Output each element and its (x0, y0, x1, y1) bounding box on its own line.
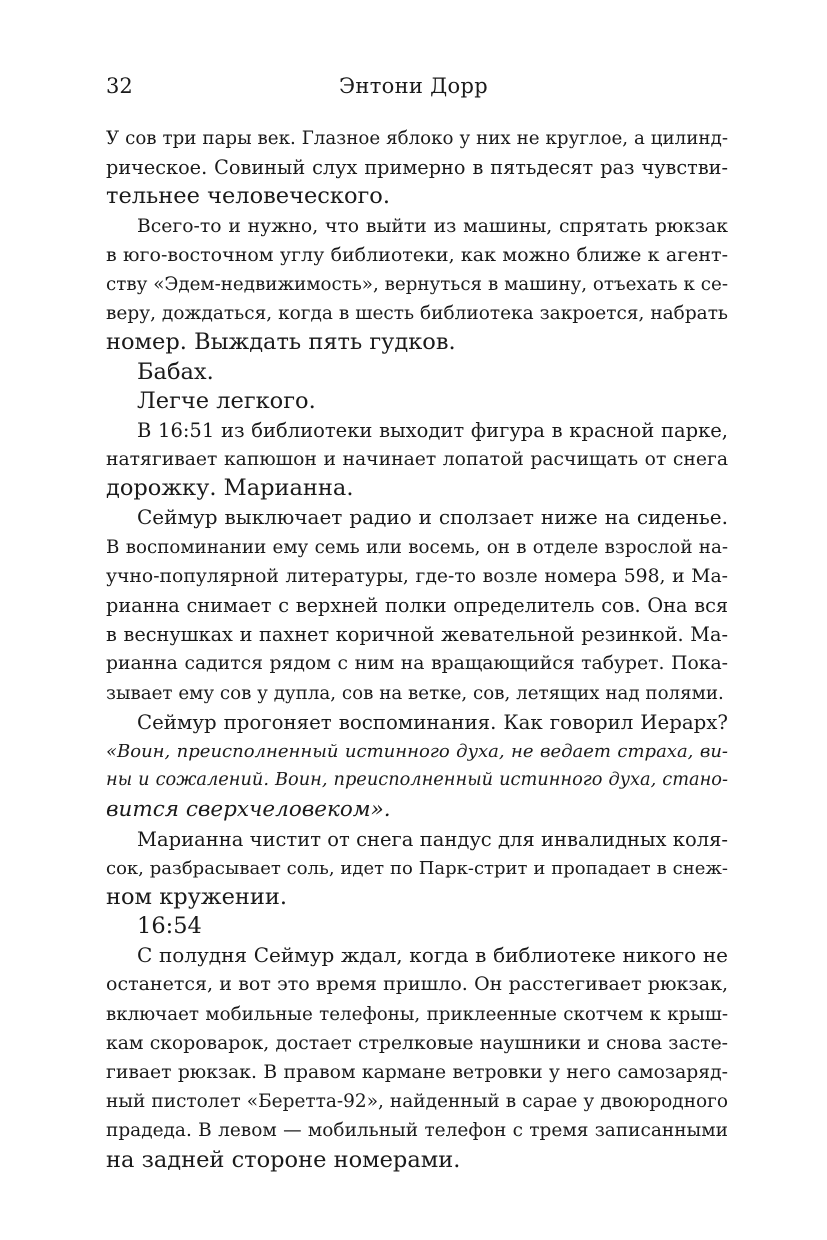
text-line: номер. Выждать пять гудков. (106, 329, 456, 356)
text-line: зывает ему сов у дупла, сов на ветке, сов, летящих над полями. (106, 682, 724, 704)
text-line: в веснушках и пахнет коричной жевательной резинкой. Ма- (106, 623, 728, 647)
text-line: дорожку. Марианна. (106, 475, 354, 502)
text-line: рическое. Совиный слух примерно в пятьдесят раз чувстви- (106, 156, 728, 180)
text-line: У сов три пары век. Глазное яблоко у них не круглое, а цилинд- (106, 128, 728, 149)
text-line: кам скороварок, достает стрелковые наушники и снова застe- (106, 1032, 728, 1054)
text-line: Всего-то и нужно, что выйти из машины, спрятать рюкзак (137, 215, 728, 237)
text-line: рианна снимает с верхней полки определитель сов. Она вся (106, 594, 728, 617)
text-line: «Воин, преисполненный истинного духа, не ведает страха, ви- (106, 740, 728, 762)
text-line: останется, и вот это время пришло. Он расстегивает рюкзак, (106, 973, 728, 996)
text-line: учно-популярной литературы, где-то возле номера 598, и Ма- (106, 565, 728, 587)
text-line: В воспоминании ему семь или восемь, он в отделе взрослой на- (106, 536, 728, 558)
text-line: С полудня Сеймур ждал, когда в библиотеке никого не (137, 943, 728, 968)
page-number: 32 (106, 74, 133, 98)
text-line: Марианна чистит от снега пандус для инвалидных коля- (137, 827, 728, 851)
text-line: ном кружении. (106, 883, 288, 910)
text-line: 16:54 (137, 913, 202, 940)
text-line: тельнее человеческого. (106, 183, 390, 210)
text-line: веру, дождаться, когда в шесть библиотека закроется, набрать (106, 303, 728, 325)
text-line: гивает рюкзак. В правом кармане ветровки у него самозаряд- (106, 1062, 728, 1083)
text-line: Легче легкого. (137, 387, 316, 414)
text-line: натягивает капюшон и начинает лопатой расчищать от снега (106, 449, 728, 471)
text-line: включает мобильные телефоны, приклеенные скотчем к крыш- (106, 1003, 728, 1025)
text-line: Сеймур выключает радио и сползает ниже на сиденье. (137, 505, 728, 530)
text-line: В 16:51 из библиотеки выходит фигура в красной парке, (137, 418, 728, 442)
text-line: Бабах. (137, 358, 214, 385)
text-line: прадеда. В левом — мобильный телефон с тремя записанными (106, 1120, 728, 1142)
text-line: ны и сожалений. Воин, преисполненный истинного духа, стано- (106, 770, 728, 791)
text-line: ный пистолет «Беретта-92», найденный в сарае у двоюродного (106, 1091, 728, 1113)
text-line: рианна садится рядом с ним на вращающийся табурет. Пока- (106, 653, 728, 675)
text-line: на задней стороне номерами. (106, 1146, 461, 1173)
text-line: в юго-восточном углу библиотеки, как можно ближе к агент- (106, 243, 728, 266)
text-line: Сеймур прогоняет воспоминания. Как говорил Иерарх? (137, 710, 728, 734)
text-line: вится сверхчеловеком». (106, 797, 391, 823)
text-line: ству «Эдем-недвижимость», вернуться в машину, отъехать к се- (106, 273, 728, 295)
body-text (106, 124, 728, 1175)
running-header-author: Энтони Дорр (339, 74, 488, 98)
text-line: сок, разбрасывает соль, идет по Парк-стрит и пропадает в снеж- (106, 857, 728, 879)
